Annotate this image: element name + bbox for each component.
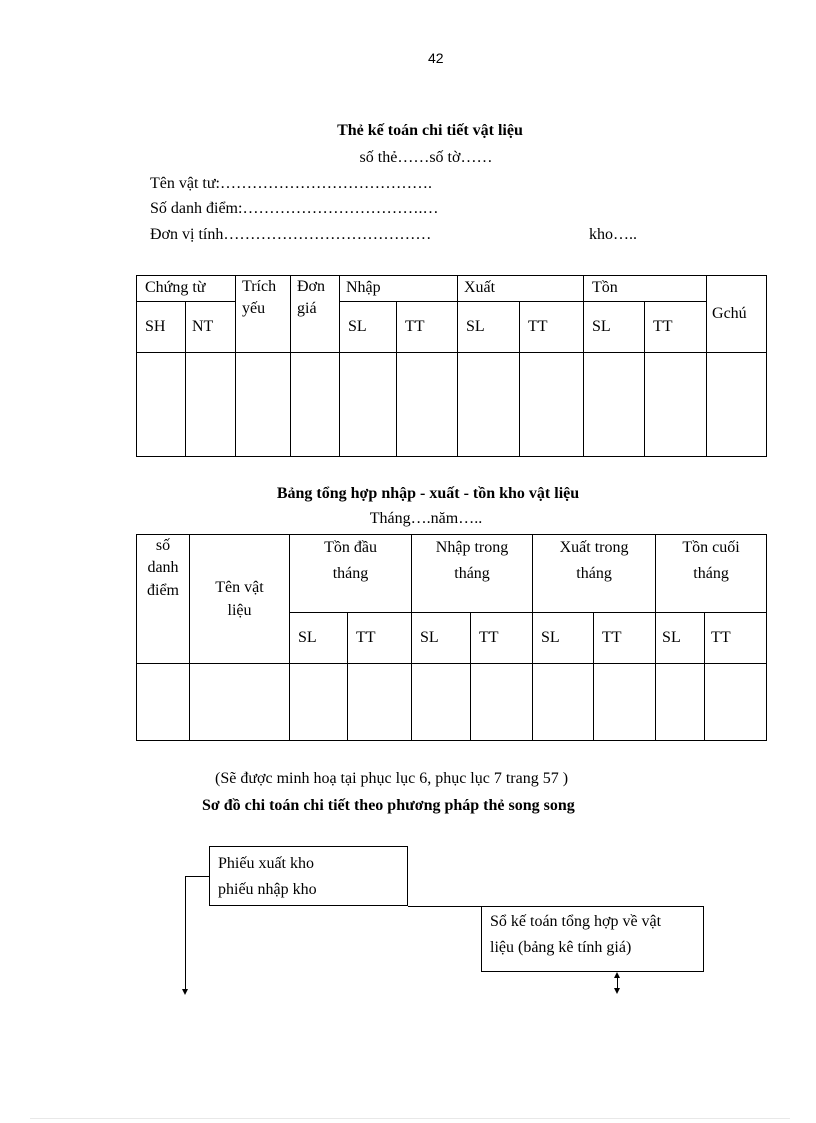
header-out-tt: TT [594, 613, 656, 664]
header-in-tt: TT [397, 302, 458, 353]
summary-title: Bảng tổng hợp nhập - xuất - tồn kho vật liệu [276, 485, 580, 502]
header-in-tt: TT [471, 613, 533, 664]
header-in-sl: SL [340, 302, 397, 353]
page-number: 42 [428, 50, 444, 66]
material-name-line: Tên vật tư:…………………………………. [150, 175, 432, 192]
header-note: Gchú [707, 276, 767, 353]
voucher-box-line2: phiếu nhập kho [218, 880, 317, 898]
table-row [137, 353, 767, 457]
header-stock-tt: TT [645, 302, 707, 353]
material-code-line: Số danh điểm:…………………………….… [150, 200, 439, 217]
page-bottom-divider [30, 1118, 790, 1119]
header-close-tt: TT [705, 613, 767, 664]
arrow-down-icon [614, 988, 620, 994]
header-material-name: Tên vật liệu [190, 535, 290, 664]
header-in: Nhập [340, 276, 458, 302]
header-in-sl: SL [412, 613, 471, 664]
ledger-box-line2: liệu (bảng kê tính giá) [490, 938, 632, 956]
appendix-note: (Sẽ được minh hoạ tại phục lục 6, phục lục 7 trang 57 ) [215, 770, 569, 787]
left-connector [185, 876, 209, 877]
connector-line [408, 906, 482, 907]
card-table [136, 275, 767, 457]
ledger-box-line1: Sổ kế toán tổng hợp về vật [490, 913, 662, 930]
summary-table [136, 534, 767, 741]
header-sh: SH [137, 302, 186, 353]
table-row [137, 664, 767, 741]
voucher-box [209, 846, 408, 906]
unit-line: Đơn vị tính………………………………… [150, 226, 432, 243]
ledger-box [481, 906, 704, 972]
header-out-sl: SL [458, 302, 520, 353]
header-out: Xuất [458, 276, 584, 302]
header-unit-price: Đơn giá [291, 276, 340, 353]
header-summary: Trích yếu [236, 276, 291, 353]
header-out-sl: SL [533, 613, 594, 664]
header-open-sl: SL [290, 613, 348, 664]
header-open-tt: TT [348, 613, 412, 664]
summary-subtitle: Tháng….năm….. [369, 510, 483, 527]
double-arrow-line [617, 977, 618, 988]
header-out-tt: TT [520, 302, 584, 353]
card-title: Thẻ kế toán chi tiết vật liệu [337, 122, 523, 139]
card-subtitle: số thẻ……số tờ…… [359, 149, 493, 166]
header-stock-sl: SL [584, 302, 645, 353]
header-closing: Tồn cuối tháng [656, 535, 767, 613]
header-stock: Tồn [584, 276, 707, 302]
header-out-month: Xuất trong tháng [533, 535, 656, 613]
voucher-box-line1: Phiếu xuất kho [218, 855, 314, 872]
warehouse-line: kho….. [589, 226, 637, 243]
header-opening: Tồn đầu tháng [290, 535, 412, 613]
header-voucher: Chứng từ [137, 276, 236, 302]
diagram-title: Sơ đồ chi toán chi tiết theo phương pháp thẻ song song [202, 797, 575, 814]
header-in-month: Nhập trong tháng [412, 535, 533, 613]
left-down-line [185, 876, 186, 989]
header-nt: NT [186, 302, 236, 353]
header-code: số danh điểm [137, 535, 190, 664]
header-close-sl: SL [656, 613, 705, 664]
arrow-down-icon [182, 989, 188, 995]
